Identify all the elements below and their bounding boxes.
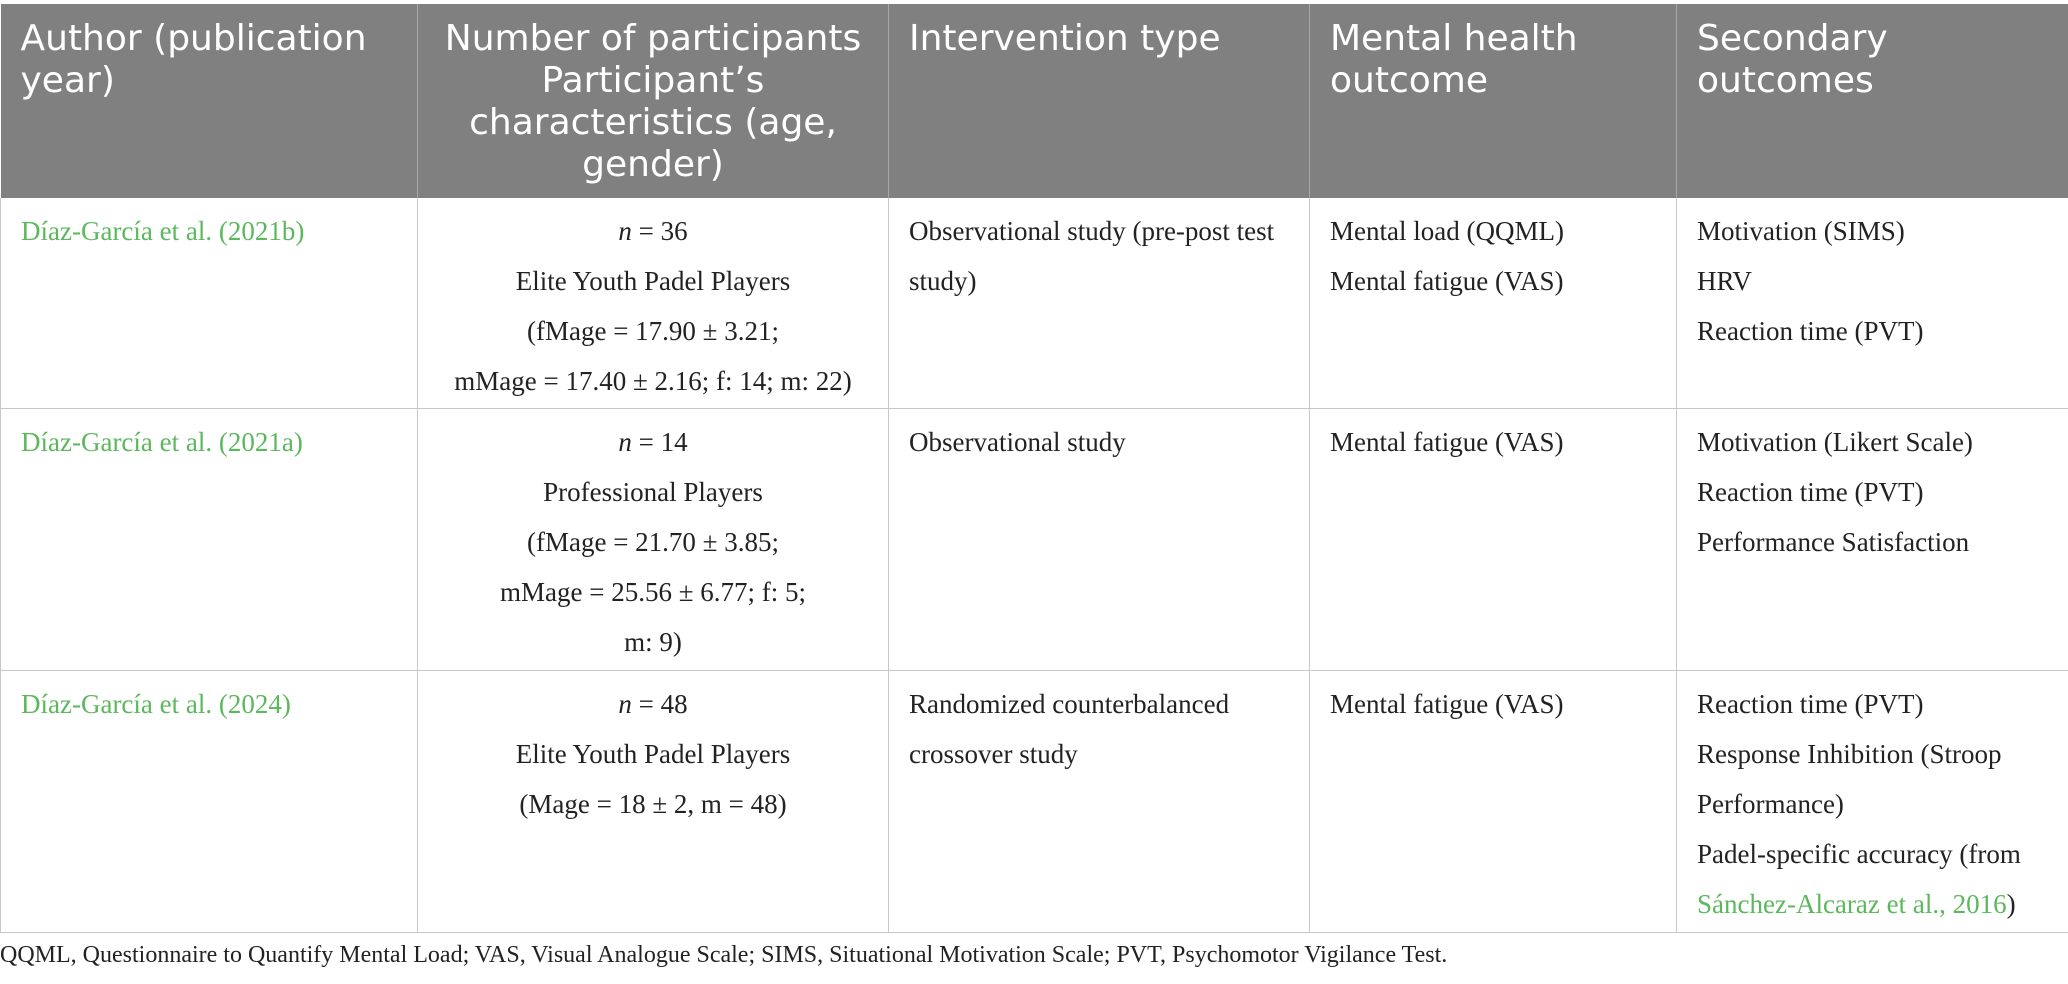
mental-health-item: Mental fatigue (VAS)	[1330, 266, 1564, 296]
intervention-cell	[889, 198, 1310, 408]
author-link[interactable]: Díaz-García et al. (2021a)	[21, 426, 303, 457]
secondary-item: HRV	[1697, 266, 1752, 296]
table-row	[1, 408, 2068, 670]
studies-table	[0, 4, 2068, 933]
intervention-cell	[889, 670, 1310, 932]
header-participants	[418, 4, 889, 198]
author-cell	[1, 670, 418, 932]
secondary-item: Performance Satisfaction	[1697, 526, 1970, 557]
participant-line: Professional Players	[543, 476, 763, 507]
header-mental-health: Mental health outcome	[1310, 4, 1677, 198]
mental-health-item: Mental load (QQML)	[1330, 216, 1564, 246]
participant-count: n = 36	[618, 216, 688, 246]
participant-count: n = 48	[618, 688, 688, 719]
participants-cell	[418, 408, 889, 670]
secondary-item: Response Inhibition (Stroop Performance)	[1697, 738, 2002, 819]
intervention-text: Observational study	[909, 426, 1126, 457]
reference-link[interactable]: Sánchez-Alcaraz et al., 2016	[1697, 888, 2007, 919]
mental-health-cell	[1310, 408, 1677, 670]
secondary-item: Reaction time (PVT)	[1697, 316, 1924, 346]
intervention-text: Randomized counterbalanced crossover study	[909, 688, 1230, 769]
mental-health-cell	[1310, 670, 1677, 932]
participants-cell	[418, 670, 889, 932]
participant-count: n = 14	[618, 426, 688, 457]
header-intervention: Intervention type	[889, 4, 1310, 198]
secondary-cell	[1677, 670, 2068, 932]
secondary-cell	[1677, 408, 2068, 670]
table-row	[1, 670, 2068, 932]
mental-health-item: Mental fatigue (VAS)	[1330, 426, 1564, 457]
studies-table-container	[0, 4, 2068, 933]
participant-line: Elite Youth Padel Players	[515, 266, 791, 296]
secondary-item: Padel-specific accuracy (from Sánchez-Alcaraz et al., 2016)	[1697, 838, 2021, 919]
header-participants-line1: Number of participants	[444, 18, 862, 59]
mental-health-item: Mental fatigue (VAS)	[1330, 688, 1564, 719]
participant-line: m: 9)	[624, 626, 682, 657]
intervention-text: Observational study (pre-post test study)	[909, 216, 1275, 296]
secondary-item: Reaction time (PVT)	[1697, 476, 1924, 507]
participant-line: mMage = 17.40 ± 2.16; f: 14; m: 22)	[454, 366, 852, 396]
participants-cell	[418, 198, 889, 408]
table-row	[1, 198, 2068, 408]
secondary-item: Motivation (Likert Scale)	[1697, 426, 1973, 457]
author-cell	[1, 408, 418, 670]
table-footnote: QQML, Questionnaire to Quantify Mental Load; VAS, Visual Analogue Scale; SIMS, Situational Motivation Scale; PVT, Psychomotor Vigilance Test.	[0, 942, 1448, 968]
participant-line: (fMage = 17.90 ± 3.21;	[526, 316, 779, 346]
header-row	[1, 4, 2068, 198]
author-link[interactable]: Díaz-García et al. (2021b)	[21, 216, 305, 246]
secondary-item: Motivation (SIMS)	[1697, 216, 1905, 246]
participant-line: mMage = 25.56 ± 6.77; f: 5;	[499, 576, 807, 607]
participant-line: (Mage = 18 ± 2, m = 48)	[519, 788, 787, 819]
header-secondary: Secondary outcomes	[1677, 4, 2068, 198]
intervention-cell	[889, 408, 1310, 670]
header-participants-line2: Participant’s characteristics (age, gender)	[469, 60, 837, 185]
author-cell	[1, 198, 418, 408]
participant-line: (fMage = 21.70 ± 3.85;	[526, 526, 779, 557]
author-link[interactable]: Díaz-García et al. (2024)	[21, 688, 291, 719]
participant-line: Elite Youth Padel Players	[515, 738, 791, 769]
mental-health-cell	[1310, 198, 1677, 408]
header-author: Author (publication year)	[1, 4, 418, 198]
secondary-cell	[1677, 198, 2068, 408]
secondary-item: Reaction time (PVT)	[1697, 688, 1924, 719]
